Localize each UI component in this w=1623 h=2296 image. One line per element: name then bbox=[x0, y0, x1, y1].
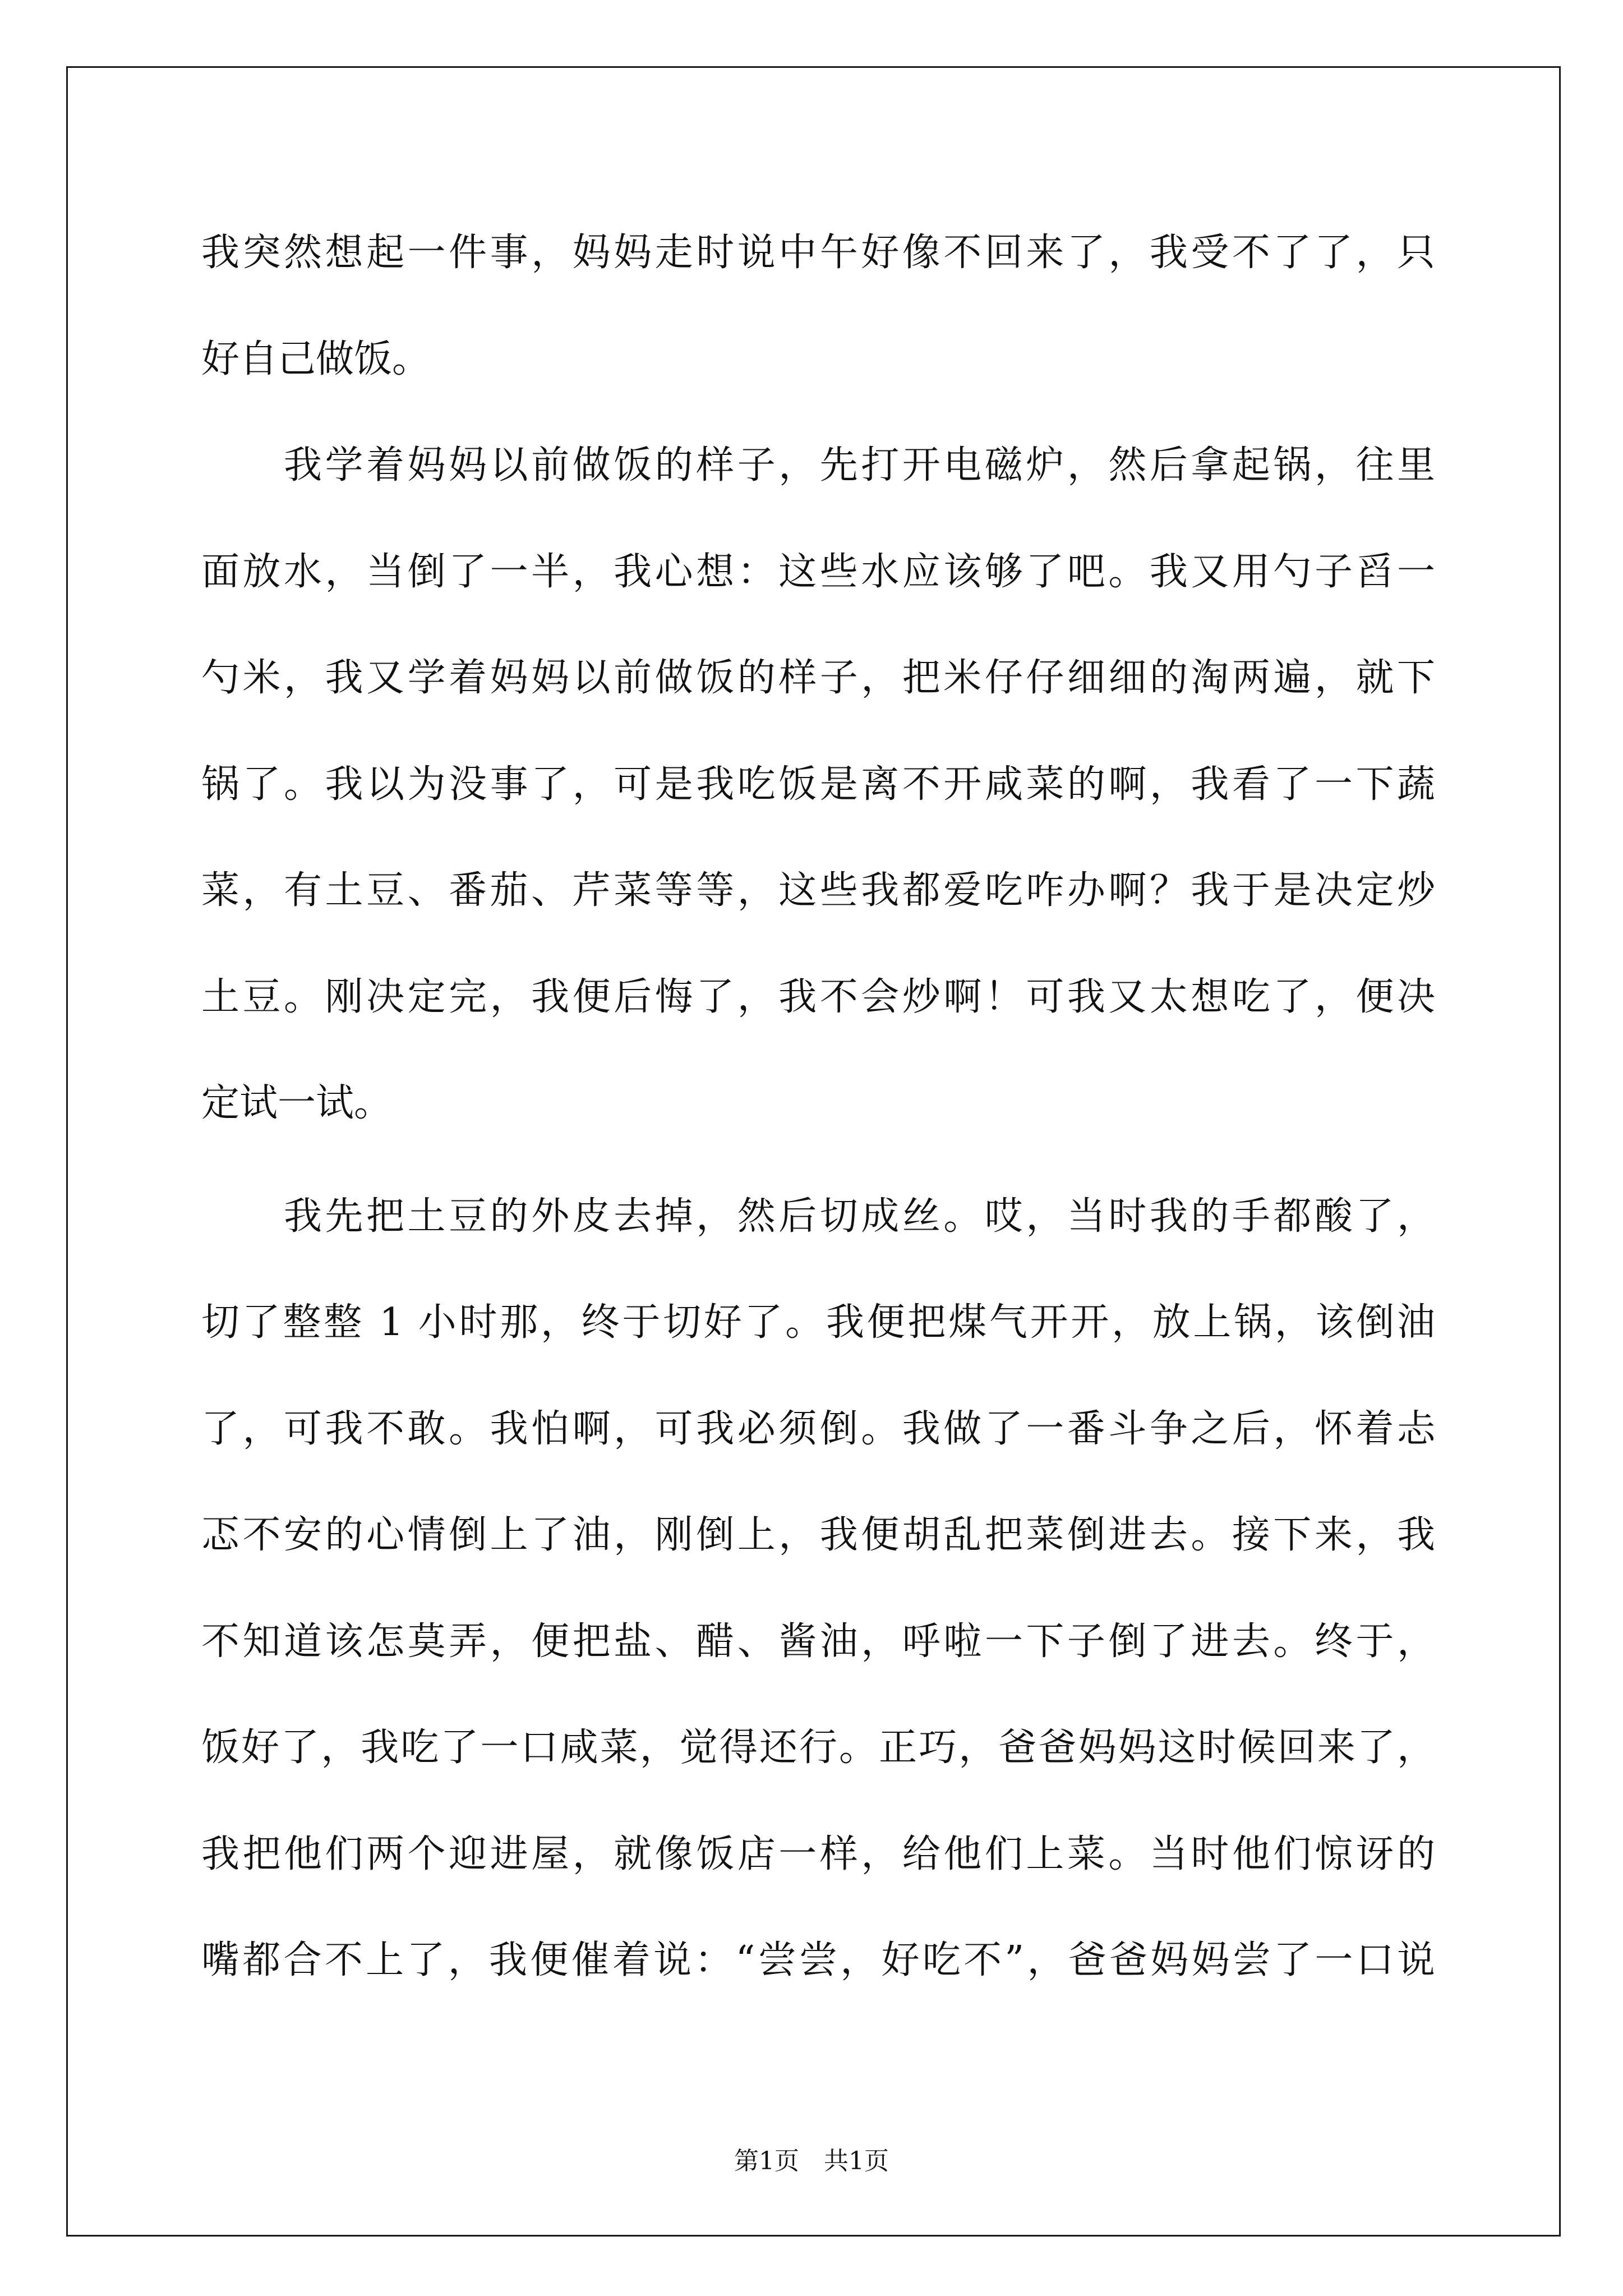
text-line: 菜，有土豆、番茄、芹菜等等，这些我都爱吃咋办啊？我于是决定炒 bbox=[201, 868, 1435, 913]
text-line: 了，可我不敢。我怕啊，可我必须倒。我做了一番斗争之后，怀着忐 bbox=[201, 1406, 1435, 1451]
text-line: 饭好了，我吃了一口咸菜，觉得还行。正巧，爸爸妈妈这时候回来了， bbox=[201, 1726, 1435, 1770]
text-line: 锅了。我以为没事了，可是我吃饭是离不开咸菜的啊，我看了一下蔬 bbox=[201, 762, 1435, 807]
paragraph bbox=[201, 412, 1435, 1157]
text-line: 忑不安的心情倒上了油，刚倒上，我便胡乱把菜倒进去。接下来，我 bbox=[201, 1513, 1435, 1557]
paragraph bbox=[201, 200, 1435, 412]
text-line: 面放水，当倒了一半，我心想：这些水应该够了吧。我又用勺子舀一 bbox=[201, 549, 1435, 594]
text-line: 我先把土豆的外皮去掉，然后切成丝。哎，当时我的手都酸了， bbox=[284, 1194, 1435, 1239]
text-line: 好自己做饭。 bbox=[201, 337, 431, 381]
text-line: 不知道该怎莫弄，便把盐、醋、酱油，呼啦一下子倒了进去。终于， bbox=[201, 1619, 1435, 1664]
text-line: 勺米，我又学着妈妈以前做饭的样子，把米仔仔细细的淘两遍，就下 bbox=[201, 656, 1435, 700]
text-line: 定试一试。 bbox=[201, 1081, 393, 1125]
document-body bbox=[201, 200, 1435, 2014]
text-line: 我学着妈妈以前做饭的样子，先打开电磁炉，然后拿起锅，往里 bbox=[284, 443, 1435, 487]
text-line: 切了整整 1 小时那，终于切好了。我便把煤气开开，放上锅，该倒油 bbox=[201, 1300, 1435, 1345]
page-footer bbox=[0, 2146, 1623, 2177]
text-line: 土豆。刚决定完，我便后悔了，我不会炒啊！可我又太想吃了，便决 bbox=[201, 974, 1435, 1019]
page-number: 第1页 bbox=[734, 2147, 799, 2175]
text-line: 嘴都合不上了，我便催着说：“尝尝，好吃不”，爸爸妈妈尝了一口说 bbox=[201, 1938, 1435, 1982]
text-line: 我把他们两个迎进屋，就像饭店一样，给他们上菜。当时他们惊讶的 bbox=[201, 1832, 1435, 1876]
paragraph bbox=[201, 1163, 1435, 2014]
page-total: 共1页 bbox=[824, 2147, 889, 2175]
text-line: 我突然想起一件事，妈妈走时说中午好像不回来了，我受不了了，只 bbox=[201, 231, 1435, 275]
